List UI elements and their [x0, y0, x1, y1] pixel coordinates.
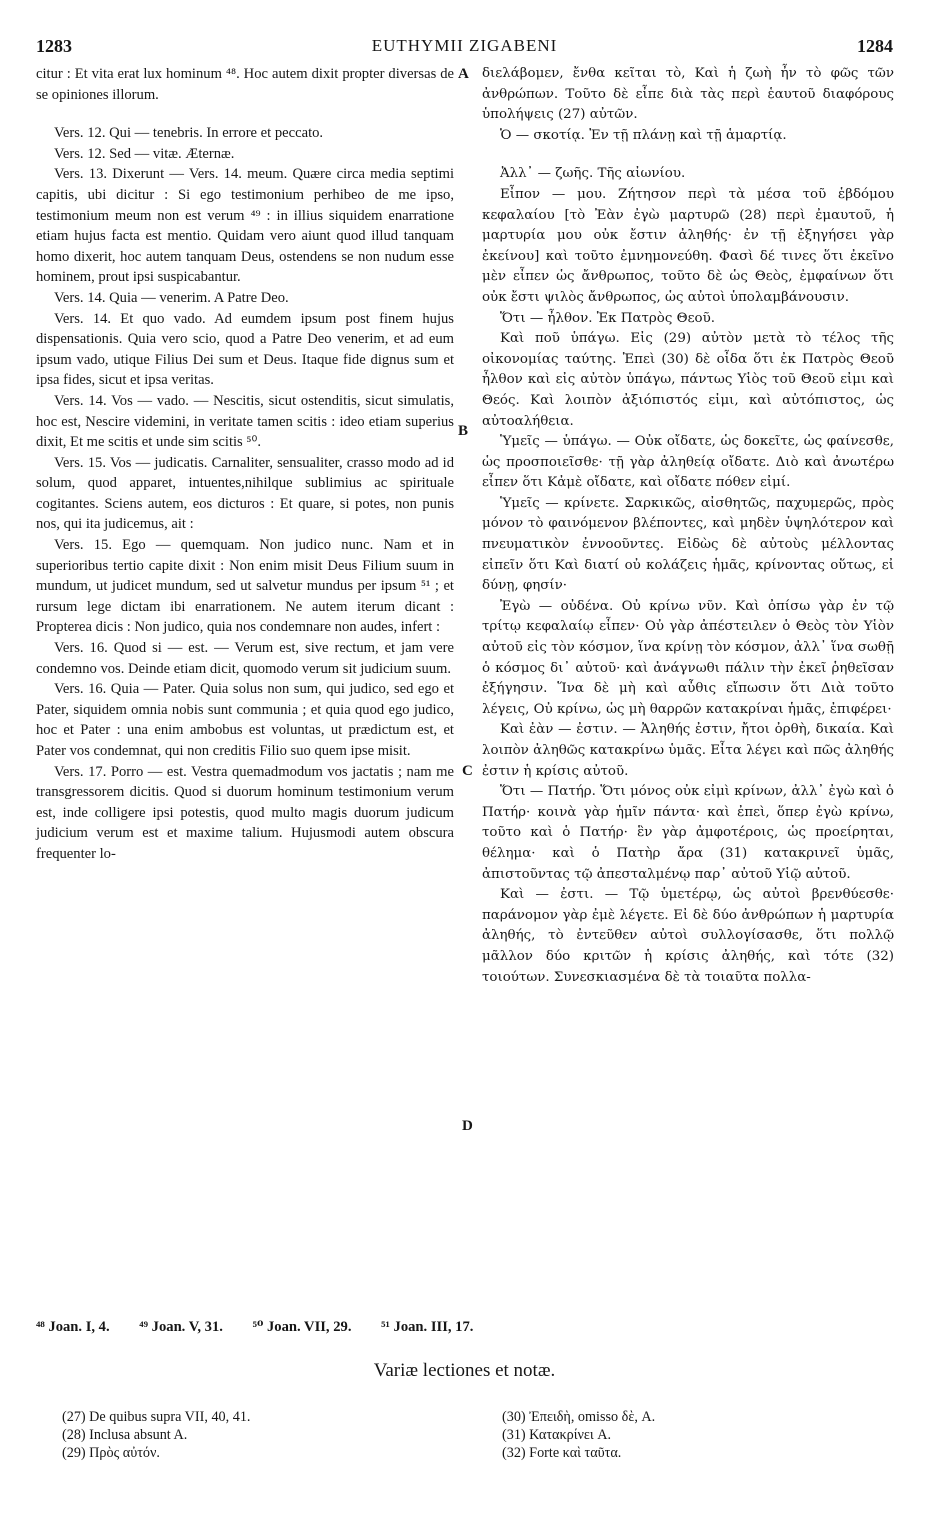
variant-note: (31) Κατακρίνει A. [502, 1427, 612, 1443]
margin-marker-b: B [458, 423, 469, 439]
variant-note: (30) Ἐπειδὴ, omisso δὲ, A. [502, 1409, 656, 1425]
greek-paragraph: Εἶπον — μου. Ζήτησον περὶ τὰ μέσα τοῦ ἑβδόμου κεφαλαίου [τὸ Ἐὰν ἐγὼ μαρτυρῶ (28) περὶ ἐμαυτοῦ, ἡ μαρτυρία μου οὐκ ἔστιν ἀληθής· ἐν τῇ ἐξηγήσει γὰρ ἐκείνου] καὶ τοῦτο ἐμνημονεύθη. Φασὶ δέ τινες ὅτι ἐκεῖνο μὲν εἶπεν ὡς ἄνθρωπος, τοῦτο δὲ ὡς Θεὸς, ἐμφαίνων ὅτι οὐκ ἔστι ψιλὸς ἄνθρωπος, ὡς αὐτοὶ ὑπολαμβάνουσιν. [482, 186, 894, 305]
latin-paragraph: Vers. 16. Quod si — est. — Verum est, sive rectum, et jam vere condemno vos. Deinde etiam dicit, quomodo verum sit judicium suum. [36, 640, 454, 677]
latin-paragraph: Vers. 14. Vos — vado. — Nescitis, sicut ostenditis, sicut simulatis, hoc est, Nescire videmini, in veritate tamen scitis : ideo etiam superius dixit, Et me scitis et unde sim scitis ⁵⁰. [36, 392, 454, 451]
page-number-right: 1284 [857, 36, 893, 56]
variant-note: (27) De quibus supra VII, 40, 41. [62, 1409, 251, 1425]
greek-paragraph: Ὅτι — Πατήρ. Ὅτι μόνος οὐκ εἰμὶ κρίνων, ἀλλ᾽ ἐγὼ καὶ ὁ Πατήρ· κοινὰ γὰρ ἡμῖν πάντα· καὶ ἐπεὶ, ὅπερ ἐγὼ κρίνω, τοῦτο καὶ ὁ Πατήρ· ἓν γὰρ ἀμφοτέροις, ὡς προείρηται, θέλημα· καὶ ὁ Πατὴρ ἄρα (31) κατακρινεῖ ὑμᾶς, ἀπιστοῦντας τῷ ἀπεσταλμένῳ παρ᾽ αὐτοῦ Υἱῷ αὐτοῦ. [482, 784, 894, 882]
margin-marker-a: A [458, 66, 469, 82]
margin-marker-c: C [462, 763, 473, 779]
greek-paragraph: Ὁ — σκοτίᾳ. Ἐν τῇ πλάνῃ καὶ τῇ ἁμαρτίᾳ. [500, 127, 787, 143]
latin-paragraph: Vers. 17. Porro — est. Vestra quemadmodum vos jactatis ; nam me transgressorem dicitis. Quod si duorum hominum testimonium verum est, inde colligere ipsi potestis, quod multo magis duorum judicum judicium verum est et maxime talium. Hujusmodi autem obscura frequenter lo- [36, 763, 454, 862]
greek-paragraph: Καὶ — ἐστι. — Τῷ ὑμετέρῳ, ὡς αὐτοὶ βρενθύεσθε· παράνομον γὰρ ἐμὲ λέγετε. Εἰ δὲ δύο ἀνθρώπων ἡ μαρτυρία ἀληθής, τὸ ἐντεῦθεν αὐτοὶ συλλογίσασθε, ὅτι πολλῷ μᾶλλον δύο κριτῶν ἡ κρίσις ἀληθής, καὶ τότε (32) τοιούτων. Συνεσκιασμένα δὲ τὰ τοιαῦτα πολλα- [482, 887, 894, 985]
latin-paragraph: Vers. 13. Dixerunt — Vers. 14. meum. Quære circa media septimi capitis, ubi dicitur : Si ego testimonium perhibeo de me ipso, testimonium meum non est verum ⁴⁹ : in illius siquidem enarratione etiam hujus facta est mentio. Quidam vero aiunt quod illud tanquam homo dixerit, hoc autem tanquam Deus, ostendens se non nudum esse hominem, prout ipsi suspicabantur. [36, 166, 454, 286]
greek-paragraph: Καὶ ποῦ ὑπάγω. Εἰς (29) αὐτὸν μετὰ τὸ τέλος τῆς οἰκονομίας ταύτης. Ἐπεὶ (30) δὲ οἶδα ὅτι ἐκ Πατρὸς Θεοῦ ἦλθον καὶ εἰς αὐτὸν ὑπάγω, πάντως Υἱὸς τοῦ Θεοῦ εἰμι καὶ Θεός. Καὶ λοιπὸν ἀξιόπιστός εἰμι, καὶ αὐτόπιστος, ὡς αὐτοαλήθεια. [482, 331, 894, 429]
greek-paragraph: Καὶ ἐὰν — ἐστιν. — Ἀληθής ἐστιν, ἤτοι ὀρθὴ, δικαία. Καὶ λοιπὸν ἀληθῶς κατακρίνω ὑμᾶς. Εἶτα λέγει καὶ πῶς ἀληθής ἐστιν ἡ κρίσις αὐτοῦ. [482, 722, 894, 779]
variant-notes-left [62, 1408, 442, 1462]
latin-paragraph: Vers. 14. Et quo vado. Ad eumdem ipsum post finem hujus dispensationis. Quia vero scio, quod a Patre Deo venerim, et ad eum ipsum vado, utique Filius Dei sum et Deus. Itaque fide dignus sum et ipsa fides, sicut et ipsa veritas. [36, 310, 454, 389]
greek-paragraph: Ὅτι — ἦλθον. Ἐκ Πατρὸς Θεοῦ. [500, 310, 715, 326]
greek-paragraph: Ἐγὼ — οὐδένα. Οὐ κρίνω νῦν. Καὶ ὀπίσω γὰρ ἐν τῷ τρίτῳ κεφαλαίῳ εἶπεν· Οὐ γὰρ ἀπέστειλεν ὁ Θεὸς τὸν Υἱὸν αὐτοῦ εἰς τὸν κόσμον, ἵνα κρίνῃ τὸν κόσμον, ἀλλ᾽ ἵνα σωθῇ ὁ κόσμος δι᾽ αὐτοῦ· καὶ ἀνάγνωθι πάλιν τὴν ἐκεῖ ῥηθεῖσαν ἐξήγησιν. Ἵνα δὲ μὴ καὶ αὖθις εἴπωσιν ὅτι Διὰ τοῦτο λέγεις, Οὐ κρίνω, ὡς μὴ θαρρῶν κατακρίναι ἡμᾶς, ἐπιφέρει· [482, 598, 894, 717]
footnote: ⁵¹ Joan. III, 17. [381, 1319, 474, 1335]
footnote: ⁴⁸ Joan. I, 4. [36, 1319, 110, 1335]
latin-paragraph: Vers. 16. Quia — Pater. Quia solus non sum, qui judico, sed ego et Pater, siquidem omnia nobis sunt communia ; et quia quod ego judico, hoc et Pater : una enim ambobus est voluntas, ut prædictum est, et Pater vos condemnat, qui non creditis Filio suo quem ipse misit. [36, 681, 454, 759]
running-title: EUTHYMII ZIGABENI [371, 36, 558, 55]
greek-paragraph: διελάβομεν, ἔνθα κεῖται τὸ, Καὶ ἡ ζωὴ ἦν τὸ φῶς τῶν ἀνθρώπων. Τοῦτο δὲ εἶπε διὰ τὰς περὶ ἑαυτοῦ διαφόρους ὑπολήψεις (27) αὐτῶν. [482, 66, 894, 123]
variant-readings-title: Variæ lectiones et notæ. [373, 1360, 556, 1381]
variant-notes-right [502, 1408, 882, 1462]
latin-paragraph: Vers. 15. Vos — judicatis. Carnaliter, sensualiter, crasso modo ad id solum, quod apparet, intuentes,nihilque sublimius ac spirituale cogitantes. Sciens autem, eos dicturos : Et quare, si potes, non punis nos, qui ita judicemus, ait : [36, 454, 454, 533]
latin-paragraph: citur : Et vita erat lux hominum ⁴⁸. Hoc autem dixit propter diversas de se opiniones illorum. [36, 66, 454, 103]
greek-paragraph: Ὑμεῖς — κρίνετε. Σαρκικῶς, αἰσθητῶς, παχυμερῶς, πρὸς μόνον τὸ φαινόμενον βλέποντες, καὶ μηδὲν ὑψηλότερον καὶ πνευματικὸν ἐννοοῦντες. Εἰδὼς δὲ αὐτοὺς μέλλοντας εἰπεῖν ὅτι Καὶ διατί οὐ κολάζεις ἡμᾶς, κρίνοντας οὕτως, εἰ δύνῃ, φησίν· [482, 495, 894, 594]
page-number-left: 1283 [36, 36, 72, 56]
footnote: ⁵⁰ Joan. VII, 29. [252, 1319, 352, 1335]
variant-note: (28) Inclusa absunt A. [62, 1427, 188, 1443]
variant-note: (32) Forte καὶ ταῦτα. [502, 1445, 622, 1461]
latin-paragraph: Vers. 15. Ego — quemquam. Non judico nunc. Nam et in superioribus tertio capite dixit : Non enim misit Deus Filium suum in mundum, ut judicet mundum, sed ut salvetur mundus per ipsum ⁵¹ ; et rursum lege dictam ibi enarrationem. Ne autem iterum dicant : Propterea dicis : Non judico, quia nos condemnare non audes, infert : [36, 537, 454, 636]
latin-paragraph: Vers. 12. Sed — vitæ. Æternæ. [54, 145, 235, 162]
greek-paragraph: Ἀλλ᾽ — ζωῆς. Τῆς αἰωνίου. [500, 166, 686, 182]
latin-column [36, 64, 454, 865]
greek-paragraph: Ὑμεῖς — ὑπάγω. — Οὐκ οἴδατε, ὡς δοκεῖτε, ὡς φαίνεσθε, ὡς προσποιεῖσθε· τῇ γὰρ ἀληθείᾳ οἴδατε. Διὸ καὶ ἀνωτέρω εἶπεν ὅτι Κἀμὲ οἴδατε, καὶ οἴδατε πόθεν εἰμί. [482, 434, 894, 491]
footnotes [36, 1318, 893, 1342]
greek-column [482, 64, 894, 988]
page-header [36, 36, 893, 60]
variant-note: (29) Πρὸς αὐτόν. [62, 1445, 160, 1461]
latin-paragraph: Vers. 14. Quia — venerim. A Patre Deo. [54, 289, 289, 306]
footnote: ⁴⁹ Joan. V, 31. [139, 1319, 223, 1335]
margin-marker-d: D [462, 1118, 473, 1134]
latin-paragraph: Vers. 12. Qui — tenebris. In errore et peccato. [54, 125, 324, 142]
